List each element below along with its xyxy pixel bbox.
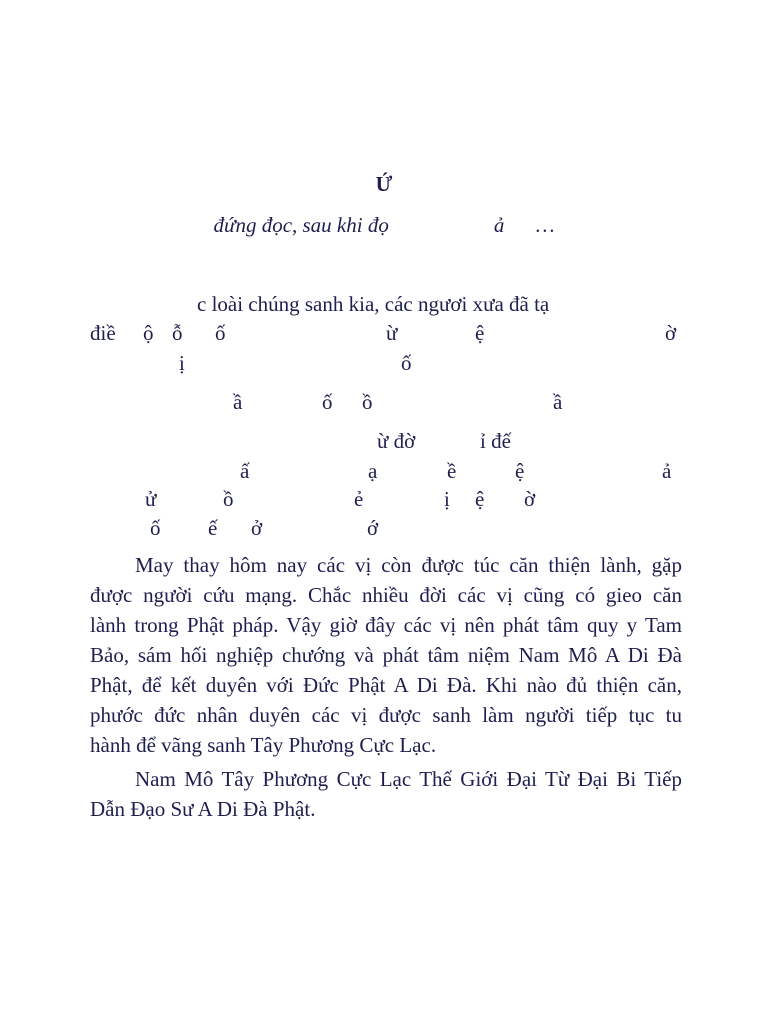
paragraph-line: May thay hôm nay các vị còn được túc căn thiện lành, gặp <box>135 553 682 577</box>
fragment-text: ị <box>444 487 450 511</box>
fragment-text: ả <box>662 459 672 483</box>
fragment-text: ạ <box>368 459 378 483</box>
paragraph-line: phước đức nhân duyên các vị được sanh làm người tiếp tục tu <box>90 703 682 727</box>
fragment-text: c loài chúng sanh kia, các ngươi xưa đã tạ <box>197 292 550 316</box>
fragment-text: ị <box>179 351 185 375</box>
paragraph-line: được người cứu mạng. Chắc nhiều đời các vị cũng có gieo căn <box>90 583 682 607</box>
fragment-text: ừ <box>386 321 398 345</box>
fragment-text: ệ <box>475 487 485 511</box>
paragraph-line: Phật, để kết duyên với Đức Phật A Di Đà. Khi nào đủ thiện căn, <box>90 673 682 697</box>
fragment-text: ố <box>401 351 412 375</box>
fragment-text: ế <box>208 516 218 540</box>
fragment-text: ớ <box>367 516 379 540</box>
paragraph-line: hành để vãng sanh Tây Phương Cực Lạc. <box>90 733 437 757</box>
closing-paragraph <box>90 764 682 824</box>
fragment-text: ộ <box>143 321 154 345</box>
fragment-text: ấ <box>240 459 250 483</box>
document-subheading: đứng đọc, sau khi đọ ả … <box>213 213 555 237</box>
fragment-text: ầ <box>553 390 563 414</box>
fragment-text: điề <box>90 321 116 345</box>
fragment-text: ệ <box>475 321 485 345</box>
fragment-text: ỉ đế <box>480 429 511 453</box>
fragment-text: ồ <box>223 487 234 511</box>
fragment-text: ẻ <box>354 487 364 511</box>
fragment-text: ờ <box>524 487 536 511</box>
body-paragraph <box>90 550 682 760</box>
paragraph-line: Bảo, sám hối nghiệp chướng và phát tâm niệm Nam Mô A Di Đà <box>90 643 682 667</box>
paragraph-line: Dẫn Đạo Sư A Di Đà Phật. <box>90 797 316 821</box>
fragment-text: ố <box>322 390 333 414</box>
fragment-text: ở <box>251 516 263 540</box>
fragment-text: ề <box>447 459 457 483</box>
fragment-text: ỗ <box>172 321 183 345</box>
fragment-text: ố <box>150 516 161 540</box>
fragment-text: ố <box>215 321 226 345</box>
paragraph-line: lành trong Phật pháp. Vậy giờ đây các vị nên phát tâm quy y Tam <box>90 613 682 637</box>
fragment-text: ồ <box>362 390 373 414</box>
fragment-text: ờ <box>665 321 677 345</box>
paragraph-line: Nam Mô Tây Phương Cực Lạc Thế Giới Đại Từ Đại Bi Tiếp <box>135 767 682 791</box>
fragment-text: ầ <box>233 390 243 414</box>
document-heading: Ứ <box>375 172 393 196</box>
fragment-text: ừ đờ <box>377 429 416 453</box>
fragment-text: ệ <box>515 459 525 483</box>
fragment-text: ử <box>145 487 157 511</box>
